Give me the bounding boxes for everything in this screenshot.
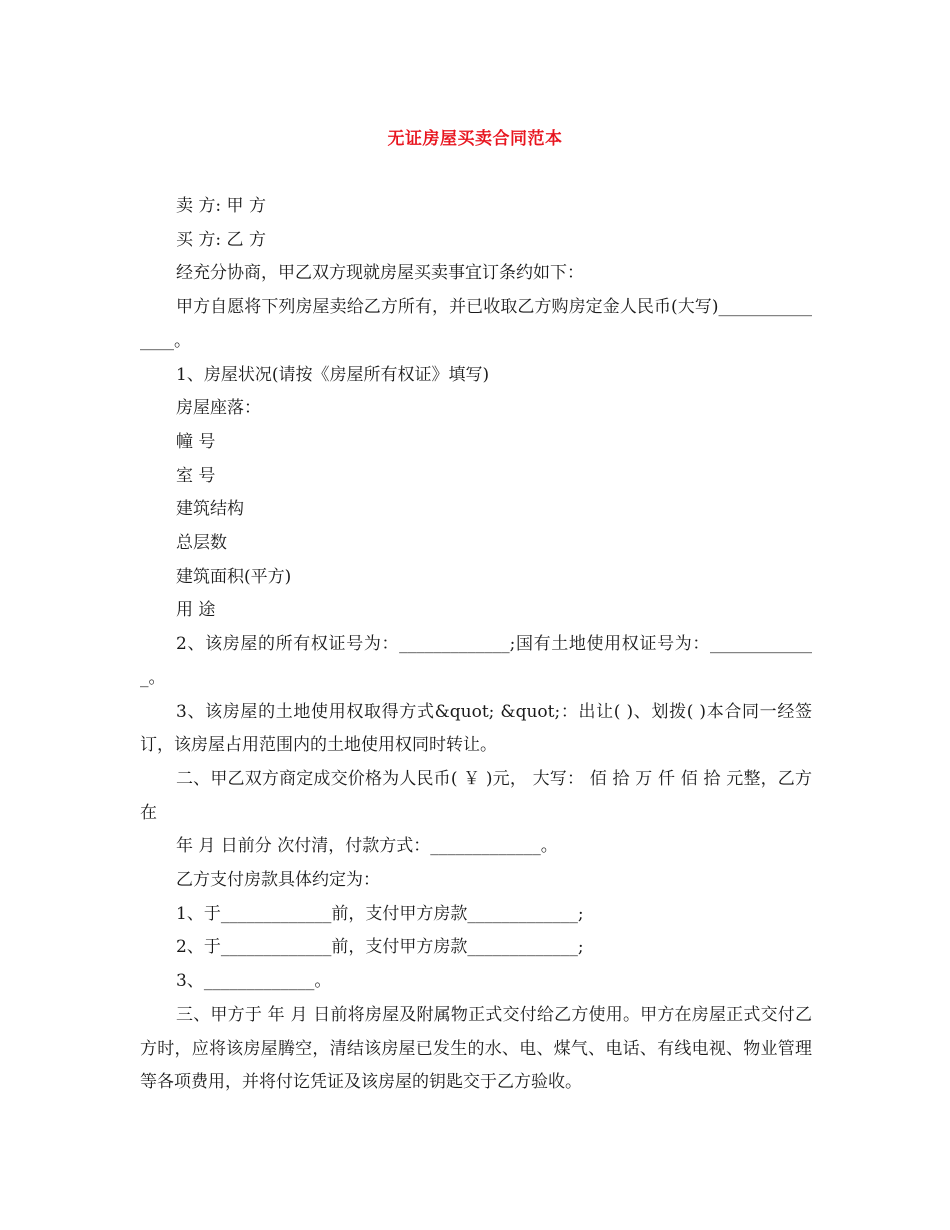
seller-line: 卖 方: 甲 方 — [176, 196, 266, 216]
payment-terms-heading: 乙方支付房款具体约定为： — [176, 870, 380, 891]
document-body — [140, 190, 812, 1100]
field-building-number: 幢 号 — [176, 431, 216, 452]
certificate-numbers-clause: 2、该房屋的所有权证号为：_____________;国有土地使用权证号为：_____________。 — [140, 634, 812, 688]
land-use-right-clause: 3、该房屋的土地使用权取得方式&quot; &quot;：出让( )、划拨( )本合同一经签订，该房屋占用范围内的土地使用权同时转让。 — [140, 701, 812, 756]
handover-clause: 三、甲方于 年 月 日前将房屋及附属物正式交付给乙方使用。甲方在房屋正式交付乙方时，应将该房屋腾空，清结该房屋已发生的水、电、煤气、电话、有线电视、物业管理等各项费用，并将付讫凭证及该房屋的钥匙交于乙方验收。 — [140, 1004, 812, 1093]
price-clause: 二、甲乙双方商定成交价格为人民币( ￥ )元， 大写： 佰 拾 万 仟 佰 拾 元整，乙方在 — [140, 768, 812, 823]
deposit-clause: 甲方自愿将下列房屋卖给乙方所有，并已收取乙方购房定金人民币(大写)_______________。 — [140, 297, 812, 351]
payment-deadline-line: 年 月 日前分 次付清，付款方式：_____________。 — [176, 836, 558, 857]
field-room-number: 室 号 — [176, 465, 216, 486]
field-total-floors: 总层数 — [176, 533, 227, 554]
document-title: 无证房屋买卖合同范本 — [387, 129, 563, 149]
section-house-status: 1、房屋状况(请按《房屋所有权证》填写) — [176, 364, 490, 385]
field-structure: 建筑结构 — [176, 499, 244, 520]
payment-term-2: 2、于_____________前，支付甲方房款_____________; — [176, 937, 584, 958]
buyer-line: 买 方: 乙 方 — [176, 229, 266, 250]
payment-term-1: 1、于_____________前，支付甲方房款_____________; — [176, 903, 584, 924]
payment-term-3: 3、_____________。 — [176, 971, 332, 992]
field-location: 房屋座落： — [176, 398, 261, 419]
field-floor-area: 建筑面积(平方) — [176, 566, 292, 587]
field-usage: 用 途 — [176, 600, 216, 621]
agreement-intro: 经充分协商，甲乙双方现就房屋买卖事宜订条约如下： — [176, 263, 584, 284]
